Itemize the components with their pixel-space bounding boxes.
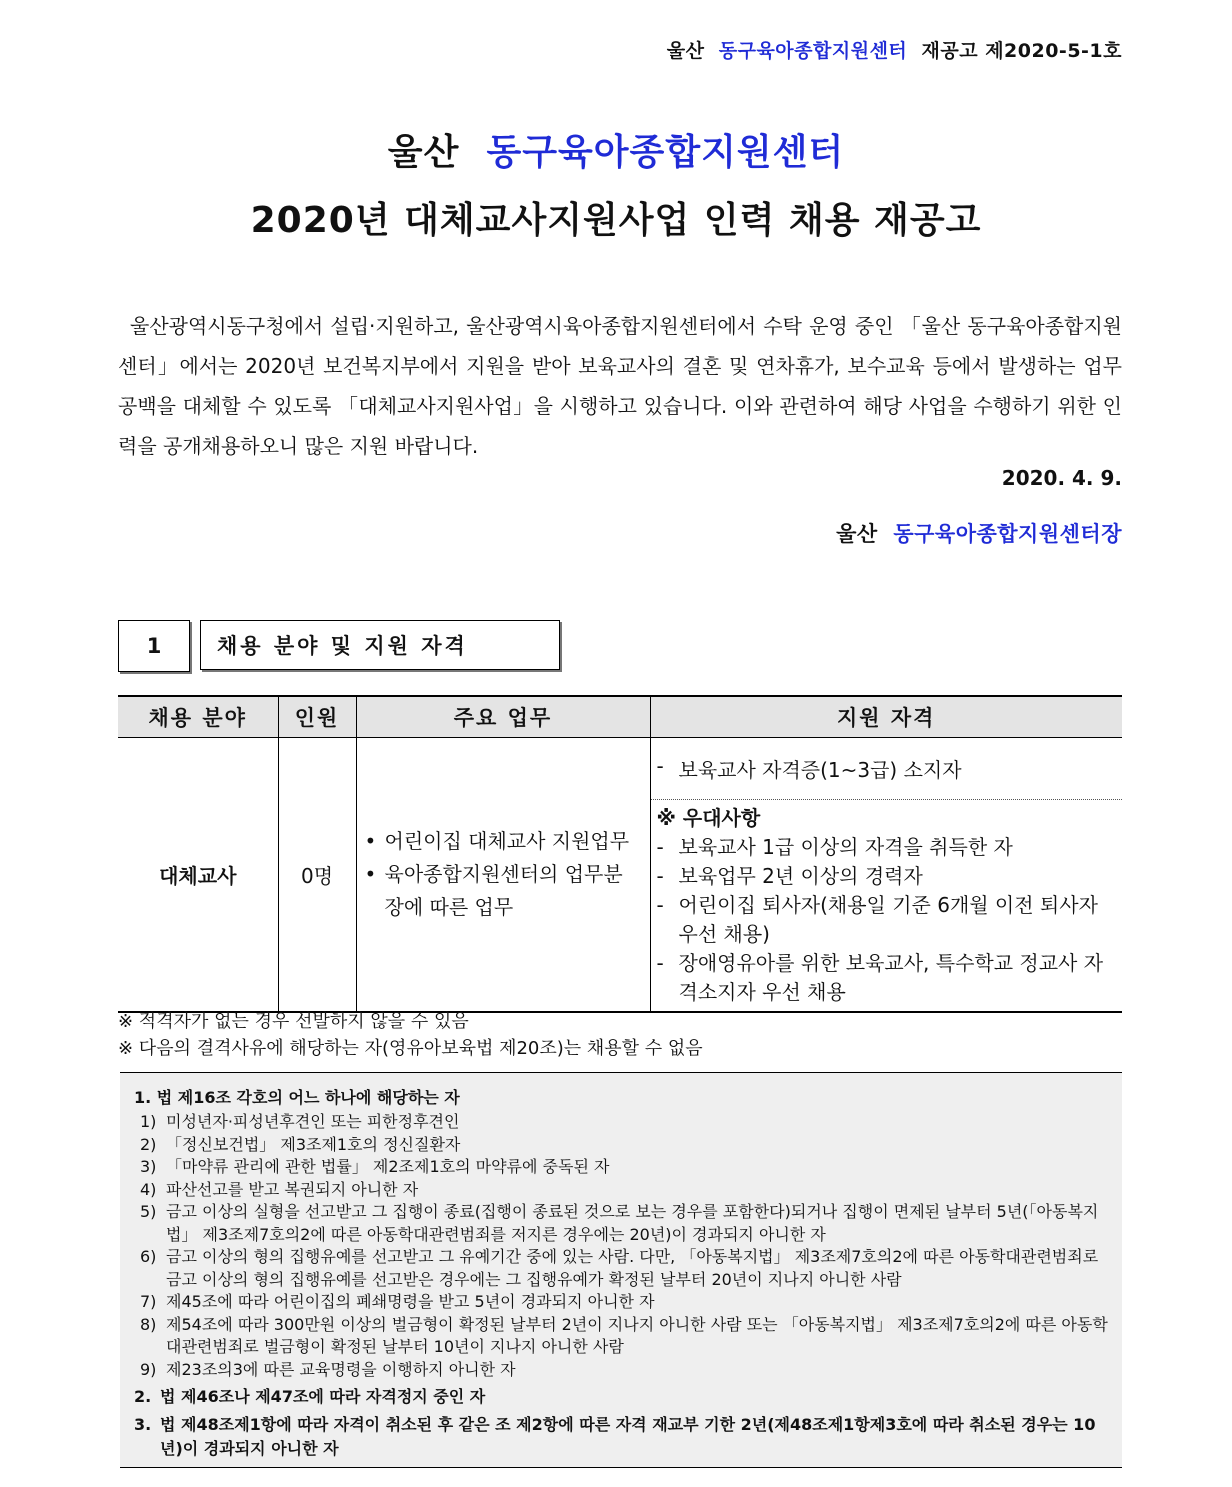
title-org: 동구육아종합지원센터 (486, 132, 845, 173)
heading-text: 법 제48조제1항에 따라 자격이 취소된 후 같은 조 제2항에 따른 자격 재교부 기한 2년(제48조제1항제3호에 따라 취소된 경우는 10년)이 경과되지 아니한 자 (160, 1415, 1096, 1458)
item-number: 2) (140, 1134, 157, 1154)
preferences (651, 800, 1123, 1011)
header-field: 채용 분야 (118, 696, 278, 738)
signature-org: 동구육아종합지원센터장 (893, 522, 1122, 546)
list-item (134, 1359, 1108, 1382)
section-number: 1 (118, 620, 190, 672)
list-item (134, 1179, 1108, 1202)
duty-text: 어린이집 대체교사 지원업무 (384, 829, 630, 853)
note-item: ※ 적격자가 없는 경우 선발하지 않을 수 있음 (118, 1011, 469, 1032)
qual-line (657, 754, 962, 783)
preference-text: 어린이집 퇴사자(채용일 기준 6개월 이전 퇴사자 우선 채용) (678, 893, 1098, 946)
disqualification-heading-3 (134, 1413, 1108, 1461)
recruit-table (118, 695, 1122, 1013)
header-qualifications: 지원 자격 (650, 696, 1122, 738)
notice-date: 2020. 4. 9. (1001, 466, 1122, 490)
item-number: 6) (140, 1247, 157, 1266)
basic-qualification (651, 738, 1123, 800)
preference-text: 보육업무 2년 이상의 경력자 (678, 864, 923, 888)
table-header-row (118, 696, 1122, 738)
page-title-line1 (0, 124, 1232, 175)
signature-prefix: 울산 (836, 522, 878, 546)
qual-basic-text: 보육교사 자격증(1~3급) 소지자 (678, 758, 962, 782)
dash-icon: - (656, 835, 664, 859)
list-item (134, 1246, 1108, 1291)
disqualification-box (120, 1072, 1122, 1468)
preference-item (657, 891, 1117, 949)
preference-text: 장애영유아를 위한 보육교사, 특수학교 정교사 자격소지자 우선 채용 (678, 951, 1104, 1004)
cell-duties (356, 738, 650, 1013)
list-item (134, 1291, 1108, 1314)
duty-item (365, 825, 642, 858)
header-duties: 주요 업무 (356, 696, 650, 738)
notes (118, 1008, 703, 1062)
bullet-icon: • (364, 862, 377, 886)
preference-text: 보육교사 1급 이상의 자격을 취득한 자 (678, 835, 1013, 859)
disqualification-heading-1: 1. 법 제16조 각호의 어느 하나에 해당하는 자 (134, 1088, 460, 1107)
signature (836, 518, 1122, 548)
dash-icon: - (656, 864, 664, 888)
item-number: 9) (140, 1359, 157, 1379)
item-number: 4) (140, 1179, 157, 1199)
item-text: 「마약류 관리에 관한 법률」 제2조제1호의 마약류에 중독된 자 (166, 1157, 610, 1176)
header-count: 인원 (278, 696, 356, 738)
list-item (134, 1201, 1108, 1246)
intro-text: 울산광역시동구청에서 설립·지원하고, 울산광역시육아종합지원센터에서 수탁 운영 중인 「울산 동구육아종합지원센터」에서는 2020년 보건복지부에서 지원을 받아 보육교사의 결혼 및 연차휴가, 보수교육 등에서 발생하는 업무 공백을 대체할 수 있도록 「대체교사지원사업」을 시행하고 있습니다. 이와 관련하여 해당 사업을 수행하기 위한 인력을 공개채용하오니 많은 지원 바랍니다. (118, 314, 1122, 458)
list-item (134, 1111, 1108, 1134)
list-item (134, 1134, 1108, 1157)
item-number: 1) (140, 1112, 157, 1131)
section-title: 채용 분야 및 지원 자격 (200, 620, 560, 670)
cell-field: 대체교사 (118, 738, 278, 1013)
item-text: 제23조의3에 따른 교육명령을 이행하지 아니한 자 (166, 1359, 516, 1379)
notice-suffix: 재공고 제2020-5-1호 (921, 40, 1122, 62)
list-item (134, 1156, 1108, 1179)
item-text: 제54조에 따라 300만원 이상의 벌금형이 확정된 날부터 2년이 지나지 아니한 사람 또는 「아동복지법」 제3조제7호의2에 따른 아동학대관련범죄로 벌금형이 확정된 날부터 10년이 지나지 아니한 사람 (166, 1314, 1108, 1356)
dash-icon: - (656, 893, 664, 917)
dash-icon: - (656, 951, 664, 975)
preference-item (657, 862, 1117, 891)
notice-number (667, 36, 1122, 63)
item-text: 금고 이상의 실형을 선고받고 그 집행이 종료(집행이 종료된 것으로 보는 경우를 포함한다)되거나 집행이 면제된 날부터 5년(「아동복지법」 제3조제7호의2에 따른 아동학대관련범죄를 저지른 경우에는 20년)이 경과되지 아니한 자 (166, 1202, 1099, 1244)
cell-qualifications (650, 738, 1122, 1013)
cell-count: 0명 (278, 738, 356, 1013)
preference-item (657, 949, 1117, 1007)
item-text: 미성년자·피성년후견인 또는 피한정후견인 (166, 1112, 460, 1131)
item-text: 금고 이상의 형의 집행유예를 선고받고 그 유예기간 중에 있는 사람. 다만, 「아동복지법」 제3조제7호의2에 따른 아동학대관련범죄로 금고 이상의 형의 집행유예를 선고받은 경우에는 그 집행유예가 확정된 날부터 20년이 지나지 아니한 사람 (166, 1247, 1099, 1289)
item-number: 5) (140, 1202, 157, 1221)
title-prefix: 울산 (387, 132, 460, 173)
page-title-line2: 2020년 대체교사지원사업 인력 채용 재공고 (250, 200, 982, 241)
item-number: 3) (140, 1157, 157, 1176)
bullet-icon: • (364, 829, 377, 853)
notice-prefix: 울산 (666, 40, 705, 62)
table-row (118, 738, 1122, 1013)
preferences-title: ※ 우대사항 (656, 806, 761, 830)
heading-number: 3. (134, 1415, 152, 1434)
dash-icon: - (656, 754, 664, 778)
intro-paragraph (118, 306, 1122, 466)
note-item: ※ 다음의 결격사유에 해당하는 자(영유아보육법 제20조)는 채용할 수 없음 (118, 1038, 703, 1059)
heading-number: 2. (134, 1387, 152, 1406)
duty-item (365, 858, 642, 924)
duty-text: 육아종합지원센터의 업무분장에 따른 업무 (384, 862, 623, 919)
heading-text: 법 제46조나 제47조에 따라 자격정지 중인 자 (160, 1387, 486, 1406)
notice-org: 동구육아종합지원센터 (718, 40, 908, 62)
item-number: 7) (140, 1292, 157, 1311)
item-text: 「정신보건법」 제3조제1호의 정신질환자 (166, 1134, 461, 1154)
list-item (134, 1314, 1108, 1359)
item-text: 파산선고를 받고 복권되지 아니한 자 (166, 1179, 419, 1199)
preference-item (657, 833, 1117, 862)
disqualification-heading-2 (134, 1385, 1108, 1409)
item-number: 8) (140, 1314, 157, 1334)
item-text: 제45조에 따라 어린이집의 폐쇄명령을 받고 5년이 경과되지 아니한 자 (166, 1292, 655, 1311)
